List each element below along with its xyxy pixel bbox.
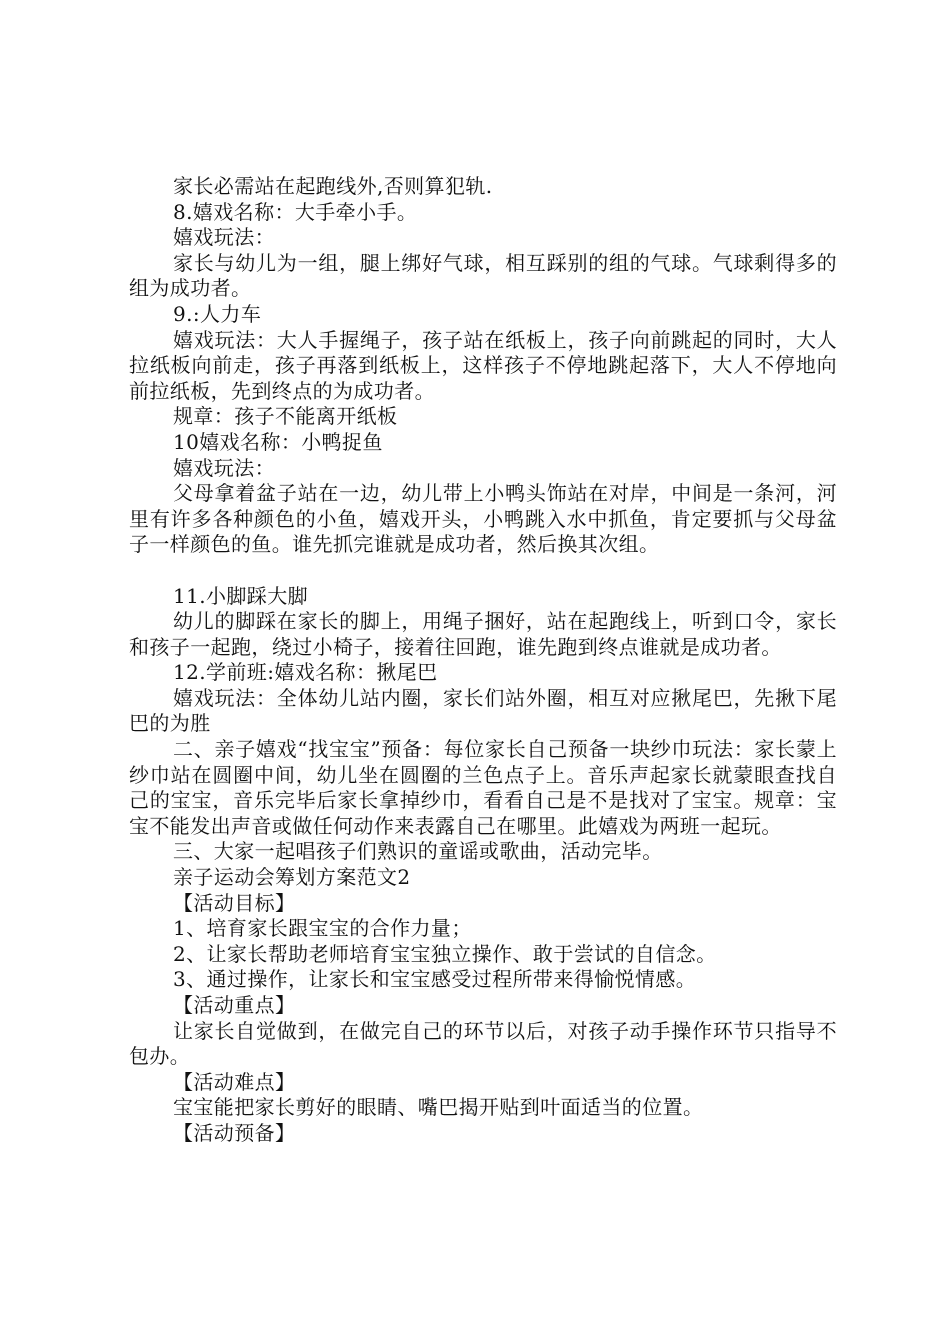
game-8-method-label: 嬉戏玩法： — [173, 225, 275, 250]
goal-3: 3、通过操作，让家长和宝宝感受过程所带来得愉悦情感。 — [173, 967, 697, 992]
heading-activity-focus: 【活动重点】 — [173, 993, 296, 1017]
game-10-title: 10嬉戏名称：小鸭捉鱼 — [173, 429, 383, 454]
document-body — [129, 174, 837, 1147]
focus-text: 让家长自觉做到，在做完自己的环节以后，对孩子动手操作环节只指导不包办。 — [129, 1018, 837, 1069]
game-9-method-text: 嬉戏玩法：大人手握绳子，孩子站在纸板上，孩子向前跳起的同时，大人拉纸板向前走，孩子再落到纸板上，这样孩子不停地跳起落下，大人不停地向前拉纸板，先到终点的为成功者。 — [129, 327, 837, 403]
game-9-rule: 规章：孩子不能离开纸板 — [173, 404, 398, 429]
game-8-method-text: 家长与幼儿为一组，腿上绑好气球，相互踩别的组的气球。气球剩得多的组为成功者。 — [129, 250, 837, 301]
plan-2-title: 亲子运动会筹划方案范文2 — [173, 865, 411, 890]
heading-activity-difficulty: 【活动难点】 — [173, 1069, 296, 1094]
section-3-singing: 三、大家一起唱孩子们熟识的童谣或歌曲，活动完毕。 — [173, 839, 663, 864]
game-11-title: 11.小脚踩大脚 — [173, 583, 309, 608]
game-11-method-text: 幼儿的脚踩在家长的脚上，用绳子捆好，站在起跑线上，听到口令，家长和孩子一起跑，绕过小椅子，接着往回跑，谁先跑到终点谁就是成功者。 — [129, 609, 837, 659]
game-8-title: 8.嬉戏名称：大手牵小手。 — [173, 199, 418, 224]
difficulty-text: 宝宝能把家长剪好的眼睛、嘴巴揭开贴到叶面适当的位置。 — [173, 1095, 704, 1120]
game-10-method-label: 嬉戏玩法： — [173, 455, 275, 480]
blank-line — [129, 558, 837, 584]
game-10-method-text: 父母拿着盆子站在一边，幼儿带上小鸭头饰站在对岸，中间是一条河，河里有许多各种颜色的小鱼，嬉戏开头，小鸭跳入水中抓鱼，肯定要抓与父母盆子一样颜色的鱼。谁先抓完谁就是成功者，然后换其次组。 — [129, 481, 837, 557]
heading-activity-preparation: 【活动预备】 — [173, 1120, 296, 1145]
paragraph-rule-start-line: 家长必需站在起跑线外,否则算犯轨. — [173, 174, 493, 198]
section-2-find-baby: 二、亲子嬉戏“找宝宝”预备：每位家长自己预备一块纱巾玩法：家长蒙上纱巾站在圆圈中间，幼儿坐在圆圈的兰色点子上。音乐声起家长就蒙眼查找自己的宝宝，音乐完毕后家长拿掉纱巾，看看自己是不是找对了宝宝。规章：宝宝不能发出声音或做任何动作来表露自己在哪里。此嬉戏为两班一起玩。 — [129, 737, 837, 838]
game-12-method-text: 嬉戏玩法：全体幼儿站内圈，家长们站外圈，相互对应揪尾巴，先揪下尾巴的为胜 — [129, 685, 837, 736]
game-9-title: 9.:人力车 — [173, 301, 262, 326]
goal-1: 1、培育家长跟宝宝的合作力量； — [173, 916, 472, 941]
heading-activity-goals: 【活动目标】 — [173, 890, 296, 915]
game-12-title: 12.学前班:嬉戏名称：揪尾巴 — [173, 660, 438, 685]
goal-2: 2、让家长帮助老师培育宝宝独立操作、敢于尝试的自信念。 — [173, 941, 717, 966]
